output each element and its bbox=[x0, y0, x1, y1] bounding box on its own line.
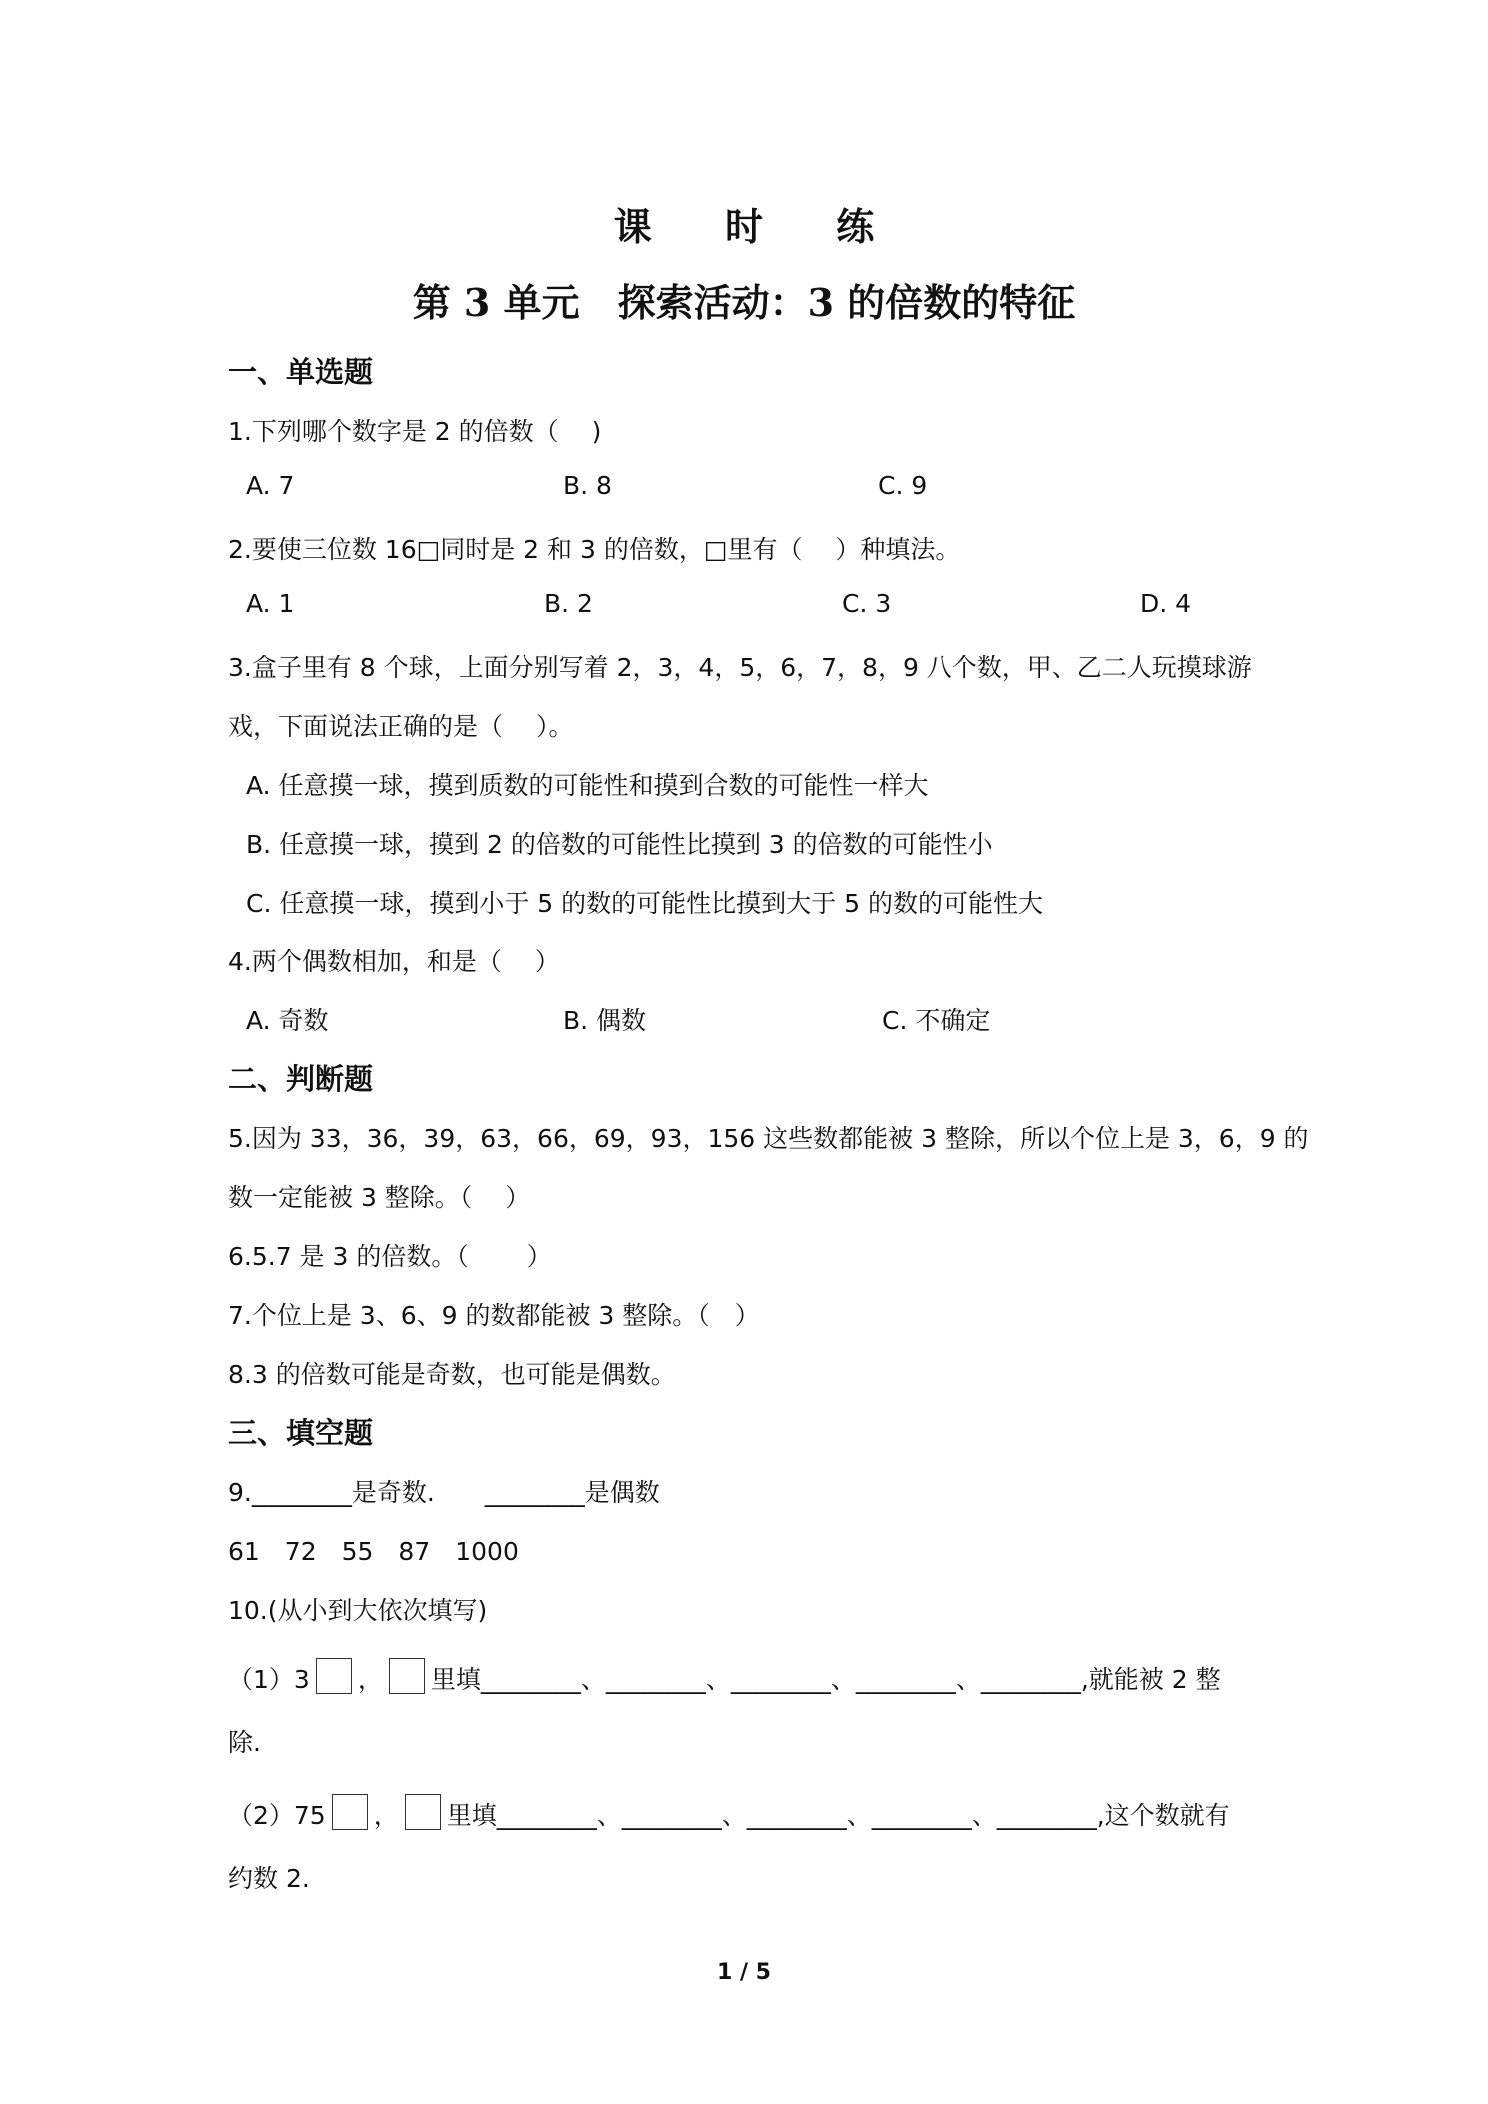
q2-option-c: C. 3 bbox=[842, 589, 892, 618]
question-5-line-2: 数一定能被 3 整除。（ ） bbox=[228, 1183, 531, 1212]
page-subtitle: 第 3 单元 探索活动：3 的倍数的特征 bbox=[412, 280, 1076, 325]
answer-box bbox=[316, 1658, 352, 1694]
q4-option-c: C. 不确定 bbox=[882, 1006, 991, 1035]
question-2: 2.要使三位数 16□同时是 2 和 3 的倍数，□里有（ ）种填法。 bbox=[228, 535, 961, 564]
q3-option-b: B. 任意摸一球，摸到 2 的倍数的可能性比摸到 3 的倍数的可能性小 bbox=[246, 830, 993, 859]
question-4: 4.两个偶数相加，和是（ ） bbox=[228, 947, 560, 976]
page-title: 课 时 练 bbox=[613, 204, 905, 249]
answer-box bbox=[332, 1794, 368, 1830]
q10-p1-prefix: （1）3 bbox=[228, 1665, 310, 1694]
question-5-line-1: 5.因为 33，36，39，63，66，69，93，156 这些数都能被 3 整除，所以个位上是 3，6，9 的 bbox=[228, 1124, 1309, 1153]
question-10-part-2 bbox=[228, 1794, 1230, 1832]
question-3-line-2: 戏，下面说法正确的是（ ）。 bbox=[228, 712, 574, 741]
section-heading-true-false: 二、判断题 bbox=[228, 1062, 374, 1096]
q1-option-c: C. 9 bbox=[878, 471, 928, 500]
question-3-line-1: 3.盒子里有 8 个球，上面分别写着 2，3，4，5，6，7，8，9 八个数，甲、乙二人玩摸球游 bbox=[228, 653, 1252, 682]
answer-box bbox=[405, 1794, 441, 1830]
answer-box bbox=[389, 1658, 425, 1694]
question-7: 7.个位上是 3、6、9 的数都能被 3 整除。（ ） bbox=[228, 1301, 760, 1330]
q2-option-b: B. 2 bbox=[544, 589, 593, 618]
q10-p2-prefix: （2）75 bbox=[228, 1801, 326, 1830]
section-heading-fill-blank: 三、填空题 bbox=[228, 1416, 374, 1450]
q2-option-a: A. 1 bbox=[246, 589, 295, 618]
question-9: 9.________是奇数. ________是偶数 bbox=[228, 1478, 660, 1507]
question-9-numbers: 61 72 55 87 1000 bbox=[228, 1537, 519, 1566]
question-1: 1.下列哪个数字是 2 的倍数（ ) bbox=[228, 417, 602, 446]
q3-option-a: A. 任意摸一球，摸到质数的可能性和摸到合数的可能性一样大 bbox=[246, 771, 929, 800]
q1-option-b: B. 8 bbox=[563, 471, 612, 500]
q3-option-c: C. 任意摸一球，摸到小于 5 的数的可能性比摸到大于 5 的数的可能性大 bbox=[246, 889, 1043, 918]
section-heading-single-choice: 一、单选题 bbox=[228, 355, 374, 389]
question-10-part-2-line-2: 约数 2. bbox=[228, 1864, 310, 1893]
question-10: 10.(从小到大依次填写) bbox=[228, 1596, 488, 1625]
q2-option-d: D. 4 bbox=[1140, 589, 1192, 618]
q4-option-b: B. 偶数 bbox=[563, 1006, 647, 1035]
question-6: 6.5.7 是 3 的倍数。（ ） bbox=[228, 1242, 552, 1271]
q10-p1-suffix: 里填________、________、________、________、________,就能被 2 整 bbox=[430, 1665, 1221, 1694]
page-number: 1 / 5 bbox=[717, 1960, 771, 1985]
q10-p1-comma: ， bbox=[357, 1665, 383, 1694]
q4-option-a: A. 奇数 bbox=[246, 1006, 329, 1035]
question-10-part-1 bbox=[228, 1658, 1221, 1696]
q10-p2-suffix: 里填________、________、________、________、________,这个数就有 bbox=[446, 1801, 1230, 1830]
question-10-part-1-line-2: 除. bbox=[228, 1728, 261, 1757]
question-8: 8.3 的倍数可能是奇数，也可能是偶数。 bbox=[228, 1360, 676, 1389]
q10-p2-comma: ， bbox=[373, 1801, 399, 1830]
q1-option-a: A. 7 bbox=[246, 471, 295, 500]
